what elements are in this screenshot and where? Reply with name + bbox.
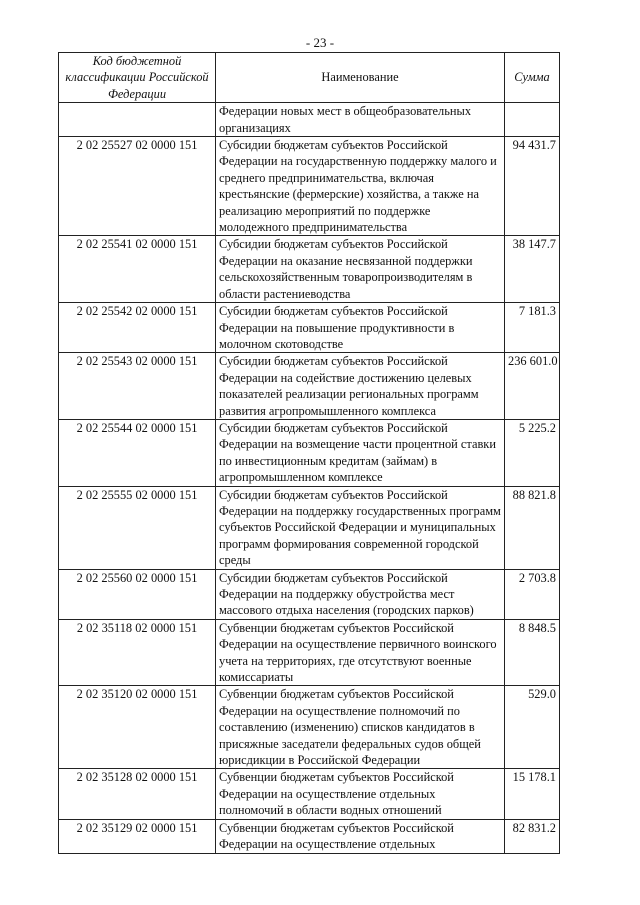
header-row (59, 53, 560, 103)
row-name: Субсидии бюджетам субъектов Российской Федерации на поддержку государственных программ субъектов Российской Федерации и муниципальных программ формирования современной городской среды (216, 486, 505, 569)
row-code: 2 02 35118 02 0000 151 (59, 619, 216, 686)
row-name: Субвенции бюджетам субъектов Российской Федерации на осуществление полномочий по составлению (изменению) списков кандидатов в присяжные заседатели федеральных судов общей юрисдикции в Российской Федерации (216, 686, 505, 769)
table-row (59, 353, 560, 420)
row-sum: 529.0 (505, 686, 560, 769)
table-header (59, 53, 560, 103)
page-number: - 23 - (305, 35, 335, 50)
row-code: 2 02 25560 02 0000 151 (59, 569, 216, 619)
row-sum: 94 431.7 (505, 137, 560, 236)
row-sum: 8 848.5 (505, 619, 560, 686)
row-name: Субвенции бюджетам субъектов Российской Федерации на осуществление отдельных полномочий в области водных отношений (216, 769, 505, 819)
row-sum: 15 178.1 (505, 769, 560, 819)
table-row (59, 486, 560, 569)
row-code: 2 02 25555 02 0000 151 (59, 486, 216, 569)
row-code (59, 103, 216, 137)
row-code: 2 02 35128 02 0000 151 (59, 769, 216, 819)
row-code: 2 02 25527 02 0000 151 (59, 137, 216, 236)
row-sum: 82 831.2 (505, 819, 560, 853)
row-sum: 38 147.7 (505, 236, 560, 303)
row-sum: 236 601.0 (505, 353, 560, 420)
table-row (59, 619, 560, 686)
header-code: Код бюджетной классификации Российской Федерации (59, 53, 216, 103)
table-row (59, 569, 560, 619)
row-sum: 5 225.2 (505, 419, 560, 486)
row-name: Субсидии бюджетам субъектов Российской Федерации на оказание несвязанной поддержки сельскохозяйственным товаропроизводителям в области растениеводства (216, 236, 505, 303)
row-sum: 88 821.8 (505, 486, 560, 569)
row-code: 2 02 35120 02 0000 151 (59, 686, 216, 769)
table-row (59, 103, 560, 137)
row-sum: 2 703.8 (505, 569, 560, 619)
row-name: Субвенции бюджетам субъектов Российской Федерации на осуществление отдельных (216, 819, 505, 853)
row-sum: 7 181.3 (505, 303, 560, 353)
row-sum (505, 103, 560, 137)
row-name: Субсидии бюджетам субъектов Российской Федерации на возмещение части процентной ставки по инвестиционным кредитам (займам) в агропромышленном комплексе (216, 419, 505, 486)
row-name: Субвенции бюджетам субъектов Российской Федерации на осуществление первичного воинского учета на территориях, где отсутствуют военные комиссариаты (216, 619, 505, 686)
budget-table (58, 52, 560, 854)
row-name: Федерации новых мест в общеобразовательных организациях (216, 103, 505, 137)
table-row (59, 303, 560, 353)
row-code: 2 02 25544 02 0000 151 (59, 419, 216, 486)
table-row (59, 137, 560, 236)
row-name: Субсидии бюджетам субъектов Российской Федерации на повышение продуктивности в молочном скотоводстве (216, 303, 505, 353)
table-row (59, 419, 560, 486)
row-code: 2 02 35129 02 0000 151 (59, 819, 216, 853)
table-row (59, 686, 560, 769)
row-name: Субсидии бюджетам субъектов Российской Федерации на поддержку обустройства мест массового отдыха населения (городских парков) (216, 569, 505, 619)
row-name: Субсидии бюджетам субъектов Российской Федерации на государственную поддержку малого и среднего предпринимательства, включая крестьянские (фермерские) хозяйства, а также на реализацию мероприятий по поддержке молодежного предпринимательства (216, 137, 505, 236)
header-sum: Сумма (505, 53, 560, 103)
table-row (59, 236, 560, 303)
table-row (59, 819, 560, 853)
row-code: 2 02 25542 02 0000 151 (59, 303, 216, 353)
table-body (59, 103, 560, 853)
header-name: Наименование (216, 53, 505, 103)
table-row (59, 769, 560, 819)
row-code: 2 02 25541 02 0000 151 (59, 236, 216, 303)
row-name: Субсидии бюджетам субъектов Российской Федерации на содействие достижению целевых показателей реализации региональных программ развития агропромышленного комплекса (216, 353, 505, 420)
row-code: 2 02 25543 02 0000 151 (59, 353, 216, 420)
